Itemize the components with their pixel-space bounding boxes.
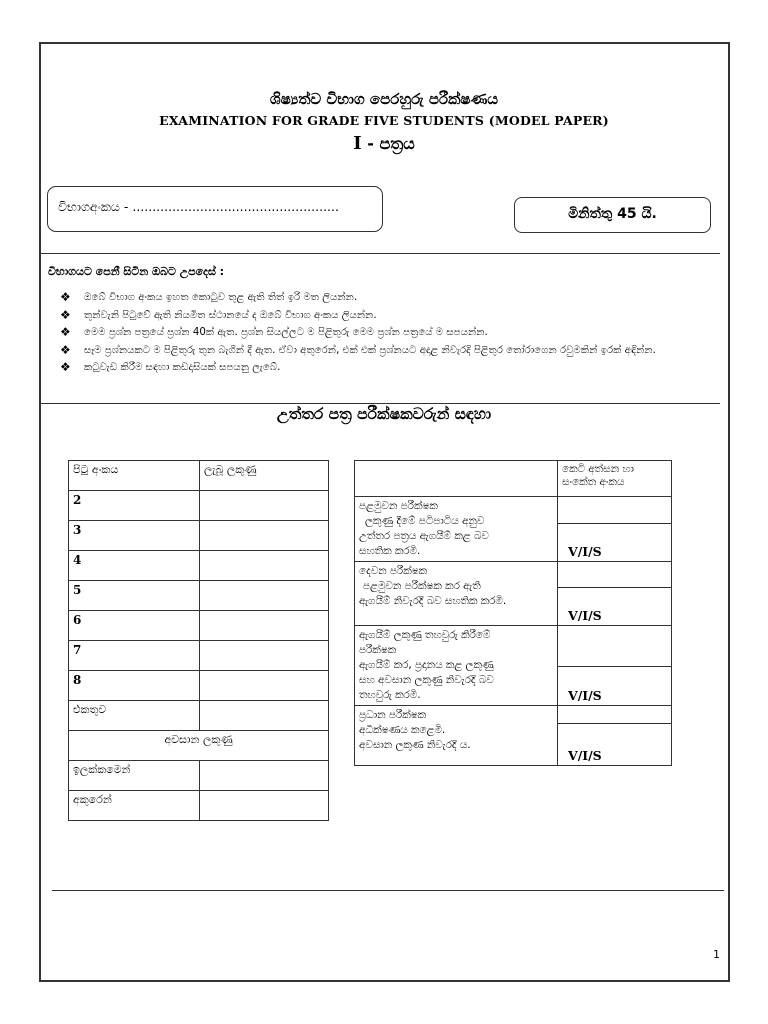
page-number: 1: [713, 948, 720, 961]
table-row: [355, 706, 672, 724]
marks-cell[interactable]: [200, 581, 329, 611]
chief-examiner-cell: ප්‍රධාන පරීක්ෂක අධීක්ෂණය කළෙමි. අවසාන ලකුණ නිවැරදි ය.: [355, 706, 558, 766]
table-row: [69, 521, 329, 551]
table-row: [69, 491, 329, 521]
in-numbers-label: ඉලක්කමෙන්: [69, 761, 200, 791]
marks-cell[interactable]: [200, 671, 329, 701]
divider-middle: [40, 403, 720, 404]
total-marks-cell[interactable]: [200, 701, 329, 731]
examiner-signature-table: [354, 460, 672, 766]
examiners-section-title: උත්තර පත්‍ර පරීක්ෂකවරුන් සඳහා: [276, 405, 492, 423]
chief-examiner-signature-cell[interactable]: [558, 706, 672, 724]
second-examiner-code: V/I/S: [558, 588, 672, 626]
instruction-item: ❖ ඔබේ විභාග අංකය ඉහත කොටුව තුළ ඇති තිත් ඉරි මත ලියන්න.: [60, 289, 710, 307]
instruction-item: ❖ මෙම ප්‍රශ්න පත්‍රයේ ප්‍රශ්න 40ක් ඇත. ප්‍රශ්න සියල්ලට ම පිළිතුරු මෙම ප්‍රශ්න පත්‍රයේ ම සපයන්න.: [60, 324, 710, 342]
paper-roman-numeral: I: [353, 133, 362, 154]
table-row: [69, 611, 329, 641]
index-number-box[interactable]: [47, 186, 383, 232]
diamond-bullet-icon: ❖: [60, 342, 71, 357]
divider-bottom: [52, 890, 724, 891]
marks-cell[interactable]: [200, 491, 329, 521]
chief-examiner-code: V/I/S: [558, 724, 672, 766]
table-row: [69, 551, 329, 581]
page-number-cell: 8: [69, 671, 200, 701]
second-examiner-cell: දෙවන පරීක්ෂක පළමුවන පරීක්ෂක කර ඇති ඇගයීම් නිවැරදි බව සහතික කරමි.: [355, 562, 558, 626]
page-number-header: පිටු අංකය: [69, 461, 200, 491]
page-number-cell: 4: [69, 551, 200, 581]
page-number-cell: 7: [69, 641, 200, 671]
marks-cell[interactable]: [200, 521, 329, 551]
marks-cell[interactable]: [200, 551, 329, 581]
table-row: [69, 581, 329, 611]
in-words-label: අකුරෙන්: [69, 791, 200, 821]
first-examiner-cell: පළමුවන පරීක්ෂක ලකුණු දීමේ පටිපාටිය අනුව උත්තර පත්‍රය ඇගයීම් කළ බව සහතික කරමි.: [355, 497, 558, 562]
table-row: [69, 731, 329, 761]
paper-label: - පත්‍රය: [361, 134, 415, 153]
final-marks-words-cell[interactable]: [200, 791, 329, 821]
table-row: [355, 562, 672, 588]
final-marks-label: අවසාන ලකුණු: [69, 731, 329, 761]
first-examiner-code: V/I/S: [558, 524, 672, 562]
instructions-heading: විභාගයට පෙනී සිටින ඔබට උපදෙස් :: [48, 265, 225, 278]
diamond-bullet-icon: ❖: [60, 325, 71, 340]
table-row: [69, 791, 329, 821]
page-number-cell: 6: [69, 611, 200, 641]
exam-title-english: EXAMINATION FOR GRADE FIVE STUDENTS (MODEL PAPER): [159, 113, 609, 128]
first-examiner-signature-cell[interactable]: [558, 497, 672, 524]
signature-code-header: කෙටි අත්සන හා සංකේත අංකය: [558, 461, 672, 497]
marks-cell[interactable]: [200, 641, 329, 671]
verifying-examiner-code: V/I/S: [558, 666, 672, 706]
table-row: [355, 626, 672, 667]
time-allowed-box: මිනිත්තු 45 යි.: [514, 197, 711, 233]
second-examiner-signature-cell[interactable]: [558, 562, 672, 588]
marks-cell[interactable]: [200, 611, 329, 641]
final-marks-numbers-cell[interactable]: [200, 761, 329, 791]
instruction-item: ❖ තුන්වැනි පිටුවේ ඇති නියමිත ස්ථානයේ ද ඔබේ විභාග අංකය ලියන්න.: [60, 307, 710, 325]
paper-number: [0, 133, 768, 154]
diamond-bullet-icon: ❖: [60, 290, 71, 304]
divider-top: [40, 253, 720, 254]
diamond-bullet-icon: ❖: [60, 307, 71, 322]
instruction-item: ❖ සෑම ප්‍රශ්නයකට ම පිළිතුරු තුන බැගින් දී ඇත. ඒවා අතුරෙන්, එක් එක් ප්‍රශ්නයට අදාළ නිවැරදි පිළිතුර තෝරාගෙන රවුමකින් ඉරක් අඳින්න.: [60, 342, 710, 360]
index-number-label: විභාගඅංකය - ....................................................: [58, 199, 339, 214]
table-row: [69, 701, 329, 731]
instructions-list: [60, 289, 710, 377]
instruction-item: ❖ කටුවැඩ කිරීම සඳහා කඩදාසියක් සපයනු ලැබේ.: [60, 359, 710, 377]
diamond-bullet-icon: ❖: [60, 360, 71, 375]
table-row: [69, 461, 329, 491]
table-row: [355, 461, 672, 497]
verifying-examiner-cell: ඇගයීම් ලකුණු තහවුරු කිරීමේ පරීක්ෂක ඇගයීම් කර, ප්‍රදානය කළ ලකුණු සහ අවසාන ලකුණු නිවැරදි බව තහවුරු කරමි.: [355, 626, 558, 706]
table-row: [69, 671, 329, 701]
verifying-examiner-signature-cell[interactable]: [558, 626, 672, 667]
total-label: එකතුව: [69, 701, 200, 731]
exam-title-sinhala: ශිෂ්‍යත්ව විභාග පෙරහුරු පරීක්ෂණය: [269, 90, 499, 108]
blank-header-cell: [355, 461, 558, 497]
marks-table: [68, 460, 329, 821]
table-row: [69, 761, 329, 791]
marks-obtained-header: ලැබූ ලකුණු: [200, 461, 329, 491]
table-row: [355, 497, 672, 524]
page-number-cell: 5: [69, 581, 200, 611]
table-row: [69, 641, 329, 671]
page-number-cell: 3: [69, 521, 200, 551]
page-number-cell: 2: [69, 491, 200, 521]
